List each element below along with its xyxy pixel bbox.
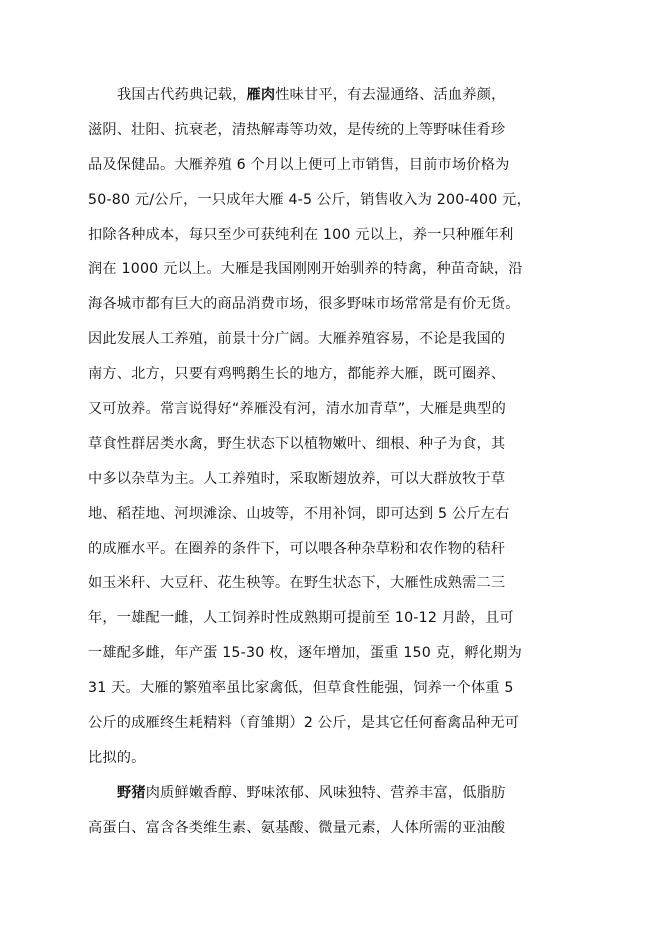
paragraph-line: 地、稻茬地、河坝滩涂、山坡等，不用补饲，即可达到 5 公斤左右 [88,505,510,522]
paragraph-line: 海各城市都有巨大的商品消费市场，很多野味市场常常是有价无货。 [88,296,520,313]
paragraph-line: 一雄配多雌，年产蛋 15-30 枚，逐年增加，蛋重 150 克，孵化期为 [88,645,523,662]
paragraph-line: 因此发展人工养殖，前景十分广阔。大雁养殖容易，不论是我国的 [88,331,506,348]
paragraph-line: 扣除各种成本，每只至少可获纯利在 100 元以上，养一只种雁年利 [88,226,514,243]
paragraph-line: 年，一雄配一雌，人工饲养时性成熟期可提前至 10-12 月龄，且可 [88,610,514,627]
paragraph-2-line-1 [88,776,588,811]
document-body [88,78,588,846]
paragraph-line: 润在 1000 元以上。大雁是我国刚刚开始驯养的特禽，种苗奇缺，沿 [88,261,523,278]
bold-term-wild-boar: 野猪 [117,784,146,801]
paragraph-line: 高蛋白、富含各类维生素、氨基酸、微量元素，人体所需的亚油酸 [88,819,506,836]
paragraph-1-line-1 [88,78,588,113]
text-segment: 肉质鲜嫩香醇、野味浓郁、风味独特、营养丰富，低脂肪 [145,784,506,801]
paragraph-line: 滋阴、壮阳、抗衰老，清热解毒等功效，是传统的上等野味佳肴珍 [88,121,506,138]
text-segment: 我国古代药典记载， [117,87,247,103]
bold-term-goose-meat: 雁肉 [246,87,276,103]
paragraph-line: 品及保健品。大雁养殖 6 个月以上便可上市销售，目前市场价格为 [88,156,510,173]
text-segment: 性味甘平，有去湿通络、活血养颜， [275,87,506,103]
paragraph-line: 公斤的成雁终生耗精料（育雏期）2 公斤，是其它任何畜禽品种无可 [88,715,520,732]
paragraph-line: 草食性群居类水禽，野生状态下以植物嫩叶、细根、种子为食，其 [88,435,506,452]
paragraph-line: 如玉米秆、大豆秆、花生秧等。在野生状态下，大雁性成熟需二三 [88,575,506,592]
paragraph-line: 比拟的。 [88,749,146,766]
paragraph-line: 31 天。大雁的繁殖率虽比家禽低，但草食性能强，饲养一个体重 5 [88,680,514,697]
paragraph-line: 50-80 元/公斤，一只成年大雁 4-5 公斤，销售收入为 200-400 元， [88,191,531,208]
paragraph-line: 南方、北方，只要有鸡鸭鹅生长的地方，都能养大雁，既可圈养、 [88,366,506,383]
paragraph-line: 又可放养。常言说得好“养雁没有河，清水加青草”，大雁是典型的 [88,401,506,418]
paragraph-line: 中多以杂草为主。人工养殖时，采取断翅放养，可以大群放牧于草 [88,470,506,487]
paragraph-line: 的成雁水平。在圈养的条件下，可以喂各种杂草粉和农作物的秸秆 [88,540,506,557]
